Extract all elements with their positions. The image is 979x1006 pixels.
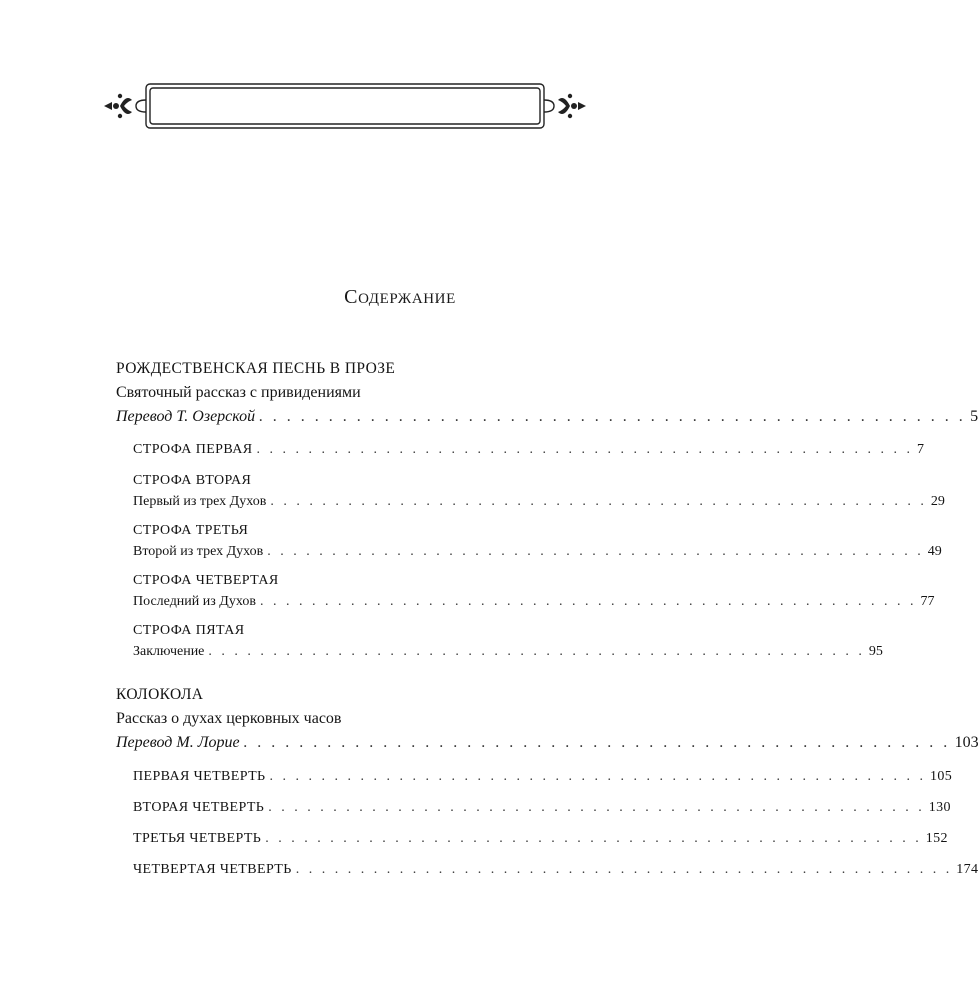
chapter-subtitle: Последний из Духов — [133, 594, 256, 609]
toc-entry-translator[interactable] — [116, 731, 979, 755]
toc-entry-chapter[interactable] — [133, 521, 942, 563]
dot-leader: . . . . . . . . . . . . . . . . . . . . . . . . . . . . . . . . . . . . . . . . . . . . . . . . . . . — [268, 800, 925, 815]
work-title: КОЛОКОЛА — [116, 686, 204, 703]
chapter-subtitle: Первый из трех Духов — [133, 494, 267, 509]
chapter-title: СТРОФА ПЕРВАЯ — [133, 442, 253, 457]
chapter-title: СТРОФА ТРЕТЬЯ — [133, 523, 249, 538]
chapter-title: СТРОФА ВТОРАЯ — [133, 473, 252, 488]
chapter-title: ПЕРВАЯ ЧЕТВЕРТЬ — [133, 769, 266, 784]
chapter-subtitle: Заключение — [133, 644, 205, 659]
page-number: 130 — [928, 800, 951, 815]
page-number: 77 — [920, 594, 935, 609]
work-title: РОЖДЕСТВЕНСКАЯ ПЕСНЬ В ПРОЗЕ — [116, 360, 396, 377]
page-number: 29 — [930, 494, 945, 509]
dot-leader: . . . . . . . . . . . . . . . . . . . . . . . . . . . . . . . . . . . . . . . . . . . . . . . . . . . — [208, 644, 865, 659]
dot-leader: . . . . . . . . . . . . . . . . . . . . . . . . . . . . . . . . . . . . . . . . . . . . . . . . . . . — [295, 862, 953, 877]
dot-leader: . . . . . . . . . . . . . . . . . . . . . . . . . . . . . . . . . . . . . . . . . . . . . . . . . . . — [259, 408, 967, 425]
toc-entry-chapter[interactable] — [133, 825, 948, 852]
page-number: 5 — [970, 408, 979, 425]
chapter-title: СТРОФА ПЯТАЯ — [133, 623, 245, 638]
page-number: 49 — [927, 544, 942, 559]
translator-label: Перевод Т. Озерской — [116, 408, 256, 425]
work-subtitle: Святочный рассказ с привидениями — [116, 384, 361, 401]
chapter-title: ЧЕТВЕРТАЯ ЧЕТВЕРТЬ — [133, 862, 292, 877]
page-number: 174 — [956, 862, 979, 877]
toc-section-christmas-carol — [116, 357, 979, 663]
toc-entry-chapter[interactable] — [133, 621, 883, 663]
work-subtitle: Рассказ о духах церковных часов — [116, 710, 342, 727]
toc-entry-chapter[interactable] — [133, 437, 925, 463]
dot-leader: . . . . . . . . . . . . . . . . . . . . . . . . . . . . . . . . . . . . . . . . . . . . . . . . . . . — [256, 442, 913, 457]
toc-entry-translator[interactable] — [116, 405, 979, 429]
page-number: 152 — [925, 831, 948, 846]
header-ornament — [100, 78, 590, 134]
page-number: 103 — [954, 734, 979, 751]
toc-entry-chapter[interactable] — [133, 471, 945, 513]
toc-entry-chapter[interactable] — [133, 856, 979, 883]
chapter-title: СТРОФА ЧЕТВЕРТАЯ — [133, 573, 279, 588]
toc-entry-chapter[interactable] — [133, 571, 935, 613]
toc-entry-chapter[interactable] — [133, 763, 953, 790]
dot-leader: . . . . . . . . . . . . . . . . . . . . . . . . . . . . . . . . . . . . . . . . . . . . . . . . . . . — [270, 494, 927, 509]
dot-leader: . . . . . . . . . . . . . . . . . . . . . . . . . . . . . . . . . . . . . . . . . . . . . . . . . . . — [259, 594, 917, 609]
toc-entry-chapter[interactable] — [133, 794, 951, 821]
translator-label: Перевод М. Лорие — [116, 734, 240, 751]
dot-leader: . . . . . . . . . . . . . . . . . . . . . . . . . . . . . . . . . . . . . . . . . . . . . . . . . . . — [267, 544, 924, 559]
dot-leader: . . . . . . . . . . . . . . . . . . . . . . . . . . . . . . . . . . . . . . . . . . . . . . . . . . . — [265, 831, 922, 846]
page-number: 7 — [916, 442, 925, 457]
page-number: 105 — [930, 769, 953, 784]
chapter-title: ТРЕТЬЯ ЧЕТВЕРТЬ — [133, 831, 262, 846]
page-title: СОДЕРЖАНИЕ — [344, 286, 456, 308]
dot-leader: . . . . . . . . . . . . . . . . . . . . . . . . . . . . . . . . . . . . . . . . . . . . . . . . . . . — [269, 769, 926, 784]
chapter-subtitle: Второй из трех Духов — [133, 544, 264, 559]
toc-section-chimes — [116, 683, 979, 883]
chapter-title: ВТОРАЯ ЧЕТВЕРТЬ — [133, 800, 265, 815]
page-number: 95 — [868, 644, 883, 659]
dot-leader: . . . . . . . . . . . . . . . . . . . . . . . . . . . . . . . . . . . . . . . . . . . . . . . . . . . — [243, 734, 951, 751]
